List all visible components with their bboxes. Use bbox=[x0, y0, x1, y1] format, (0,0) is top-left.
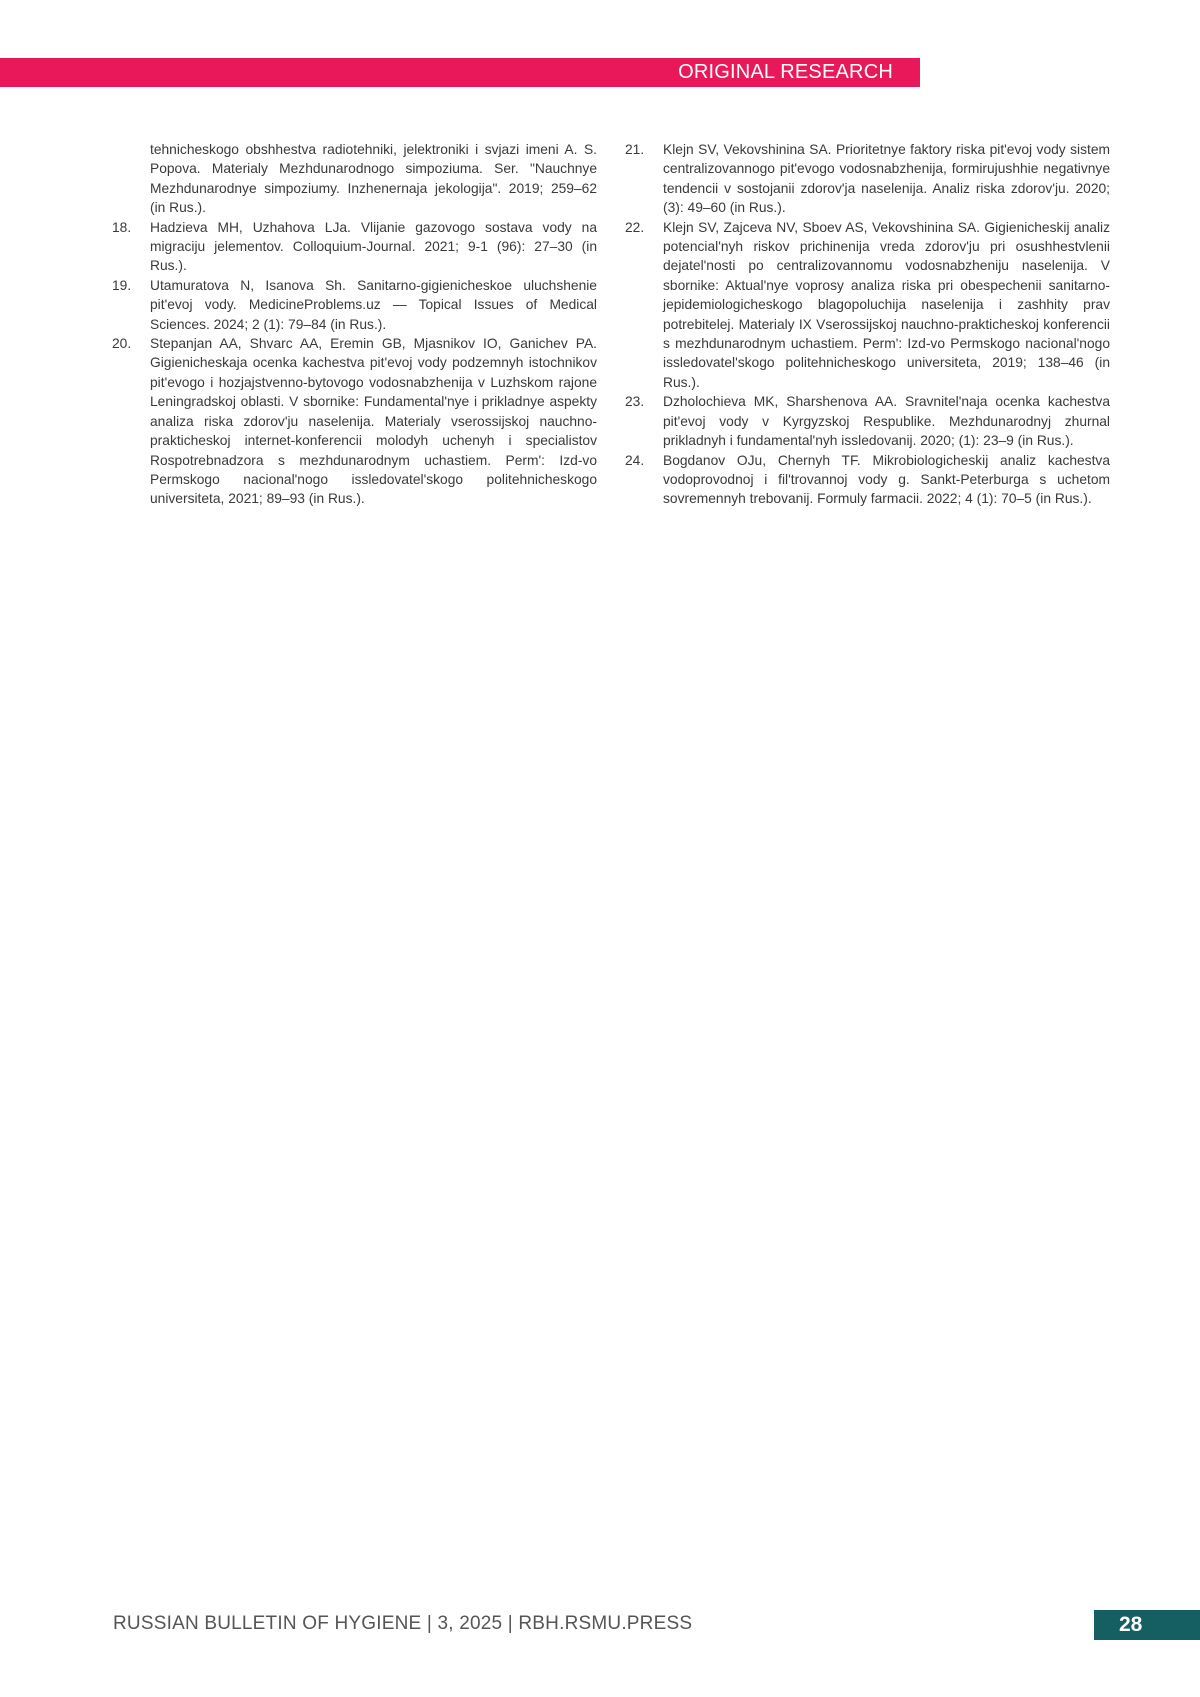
reference-item bbox=[112, 276, 597, 334]
reference-number: 22. bbox=[625, 219, 645, 235]
reference-item bbox=[625, 218, 1110, 393]
references-left-column bbox=[112, 140, 597, 509]
reference-text: Dzholochieva MK, Sharshenova AA. Sravnitel'naja ocenka kachestva pit'evoj vody v Kyrgyzskoj Respublike. Mezhdunarodnyj zhurnal prikladnyh i fundamental'nyh issledovanij. 2020; (1): 23–9 (in Rus.). bbox=[663, 394, 1110, 449]
page-number: 28 bbox=[1119, 1613, 1143, 1636]
reference-number: 23. bbox=[625, 394, 645, 410]
reference-item bbox=[112, 218, 597, 276]
reference-text: Hadzieva MH, Uzhahova LJa. Vlijanie gazovogo sostava vody na migraciju jelementov. Colloquium-Journal. 2021; 9-1 (96): 27–30 (in Rus.). bbox=[150, 219, 597, 274]
references-right-column bbox=[625, 140, 1110, 509]
reference-number: 18. bbox=[112, 219, 132, 235]
reference-number: 19. bbox=[112, 277, 132, 293]
reference-text: Utamuratova N, Isanova Sh. Sanitarno-gigienicheskoe uluchshenie pit'evoj vody. MedicineProblems.uz — Topical Issues of Medical Sciences. 2024; 2 (1): 79–84 (in Rus.). bbox=[150, 277, 597, 332]
reference-text: tehnicheskogo obshhestva radiotehniki, jelektroniki i svjazi imeni A. S. Popova. Materialy Mezhdunarodnogo simpoziuma. Ser. "Nauchnye Mezhdunarodnye simpoziumy. Inzhenernaja jekologija". 2019; 259–62 (in Rus.). bbox=[150, 142, 597, 216]
reference-item bbox=[625, 451, 1110, 509]
reference-text: Stepanjan AA, Shvarc AA, Eremin GB, Mjasnikov IO, Ganichev PA. Gigienicheskaja ocenka kachestva pit'evoj vody podzemnyh istochnikov pit'evogo i hozjajstvenno-bytovogo vodosnabzhenija v Luzhskom rajone Leningradskoj oblasti. V sbornike: Fundamental'nye i prikladnye aspekty analiza riska zdorov'ju naselenija. Materialy vserossijskoj nauchno-prakticheskoj internet-konferencii molodyh uchenyh i specialistov Rospotrebnadzora s mezhdunarodnym uchastiem. Perm': Izd-vo Permskogo nacional'nogo issledovatel'skogo politehnicheskogo universiteta, 2021; 89–93 (in Rus.). bbox=[150, 336, 597, 507]
reference-text: Bogdanov OJu, Chernyh TF. Mikrobiologicheskij analiz kachestva vodoprovodnoj i fil'trovannoj vody g. Sankt-Peterburga s uchetom sovremennyh trebovanij. Formuly farmacii. 2022; 4 (1): 70–5 (in Rus.). bbox=[663, 452, 1110, 507]
reference-item bbox=[625, 140, 1110, 218]
section-header-bar bbox=[0, 58, 920, 87]
journal-footer: RUSSIAN BULLETIN OF HYGIENE | 3, 2025 | RBH.RSMU.PRESS bbox=[113, 1613, 693, 1634]
section-label: ORIGINAL RESEARCH bbox=[678, 61, 893, 83]
reference-text: Klejn SV, Vekovshinina SA. Prioritetnye faktory riska pit'evoj vody sistem centralizovannogo pit'evogo vodosnabzhenija, formirujushhie negativnye tendencii v sostojanii zdorov'ja naselenija. Analiz riska zdorov'ju. 2020; (3): 49–60 (in Rus.). bbox=[663, 142, 1110, 216]
reference-number: 21. bbox=[625, 142, 645, 157]
reference-item bbox=[625, 392, 1110, 450]
reference-number: 20. bbox=[112, 336, 132, 352]
reference-number: 24. bbox=[625, 452, 645, 468]
reference-text: Klejn SV, Zajceva NV, Sboev AS, Vekovshinina SA. Gigienicheskij analiz potencial'nyh riskov prichinenija vreda zdorov'ju pri osushhestvlenii dejatel'nosti po centralizovannomu vodosnabzheniju naselenija. V sbornike: Aktual'nye voprosy analiza riska pri obespechenii sanitarno-jepidemiologicheskogo blagopoluchija naselenija i zashhity prav potrebitelej. Materialy IX Vserossijskoj nauchno-prakticheskoj konferencii s mezhdunarodnym uchastiem. Perm': Izd-vo Permskogo nacional'nogo issledovatel'skogo politehnicheskogo universiteta, 2019; 138–46 (in Rus.). bbox=[663, 219, 1110, 390]
reference-item bbox=[112, 334, 597, 509]
reference-item bbox=[112, 140, 597, 218]
page-number-box bbox=[1094, 1610, 1200, 1640]
